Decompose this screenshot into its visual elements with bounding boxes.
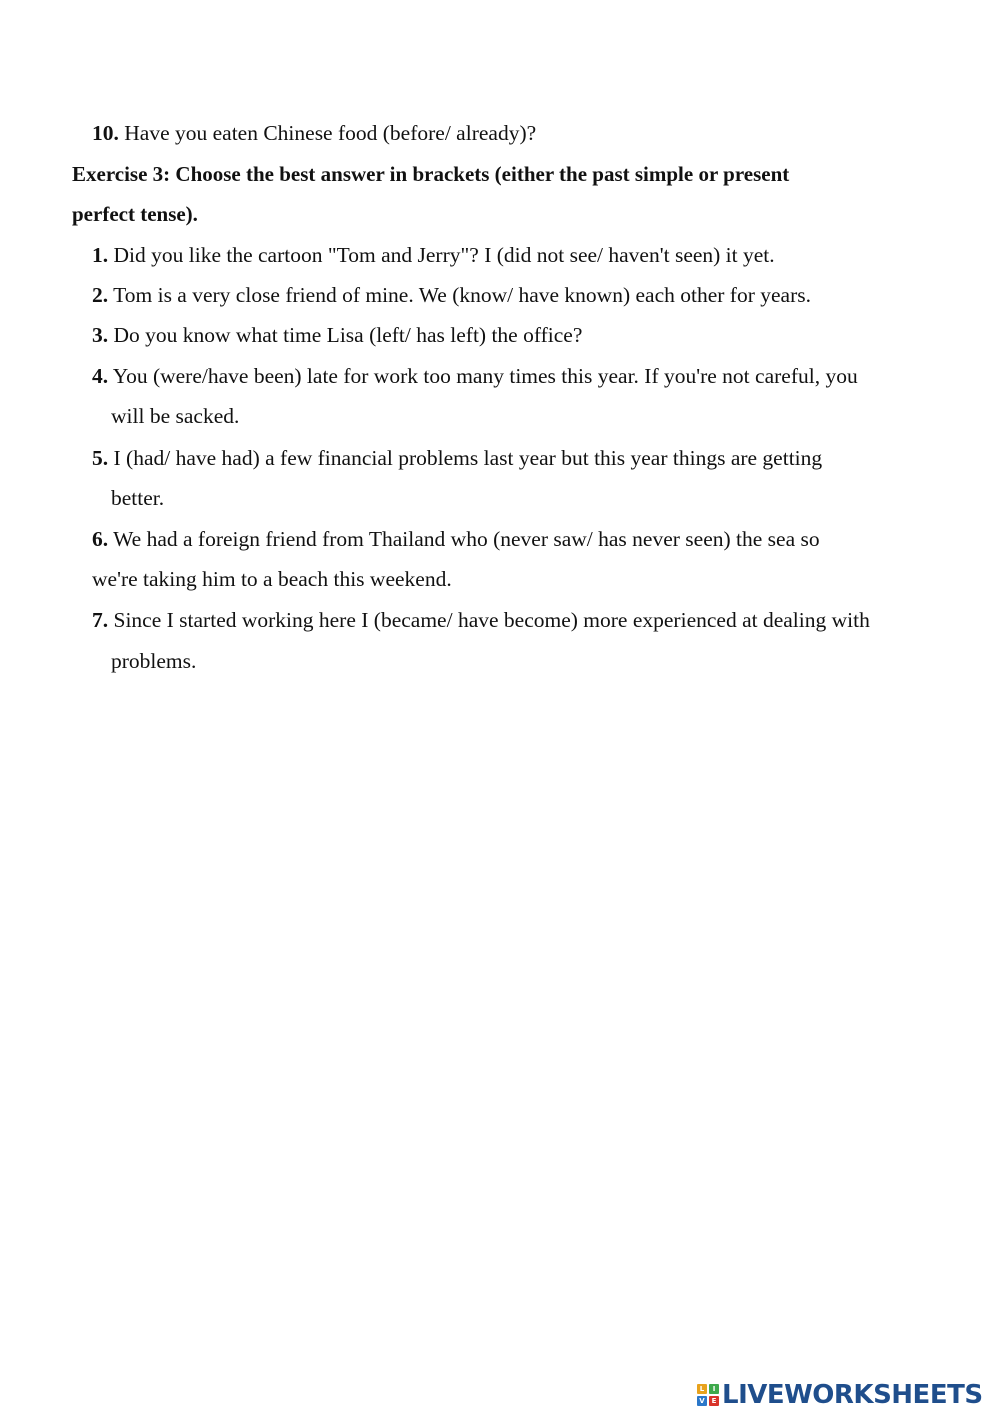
item-text: We had a foreign friend from Thailand who (never saw/ has never seen) the sea so — [108, 527, 820, 551]
item-text: Tom is a very close friend of mine. We (know/ have known) each other for years. — [108, 283, 811, 307]
liveworksheets-logo[interactable] — [697, 1378, 983, 1412]
item-number: 3. — [92, 323, 109, 347]
exercise-item-6-continuation: we're taking him to a beach this weekend. — [92, 567, 452, 591]
item-number: 4. — [92, 364, 109, 388]
question-number: 10. — [92, 121, 119, 145]
exercise-item-5 — [92, 444, 822, 472]
logo-tile-i: I — [709, 1384, 719, 1394]
item-number: 5. — [92, 446, 109, 470]
question-10 — [92, 119, 536, 147]
item-text: Did you like the cartoon "Tom and Jerry"? I (did not see/ haven't seen) it yet. — [108, 243, 775, 267]
item-number: 1. — [92, 243, 109, 267]
logo-tile-l: L — [697, 1384, 707, 1394]
exercise-item-5-continuation: better. — [111, 486, 165, 510]
exercise-heading-line-1: Exercise 3: Choose the best answer in brackets (either the past simple or present — [72, 162, 790, 186]
item-text: Do you know what time Lisa (left/ has left) the office? — [108, 323, 583, 347]
item-number: 7. — [92, 608, 109, 632]
item-number: 6. — [92, 527, 109, 551]
exercise-item-6 — [92, 525, 820, 553]
exercise-heading-line-2: perfect tense). — [72, 202, 198, 226]
exercise-item-7-continuation: problems. — [111, 649, 197, 673]
item-text: Since I started working here I (became/ have become) more experienced at dealing with — [108, 608, 870, 632]
item-text: I (had/ have had) a few financial problems last year but this year things are getting — [108, 446, 823, 470]
exercise-item-4 — [92, 362, 858, 390]
exercise-item-2 — [92, 281, 811, 309]
logo-tile-e: E — [709, 1396, 719, 1406]
question-text: Have you eaten Chinese food (before/ already)? — [118, 121, 537, 145]
exercise-item-1 — [92, 241, 775, 269]
exercise-item-4-continuation: will be sacked. — [111, 404, 240, 428]
liveworksheets-logo-icon — [697, 1384, 719, 1406]
item-text: You (were/have been) late for work too many times this year. If you're not careful, you — [108, 364, 858, 388]
exercise-item-3 — [92, 321, 582, 349]
exercise-item-7 — [92, 606, 870, 634]
logo-tile-v: V — [697, 1396, 707, 1406]
item-number: 2. — [92, 283, 109, 307]
logo-wordmark: LIVEWORKSHEETS — [722, 1380, 983, 1410]
